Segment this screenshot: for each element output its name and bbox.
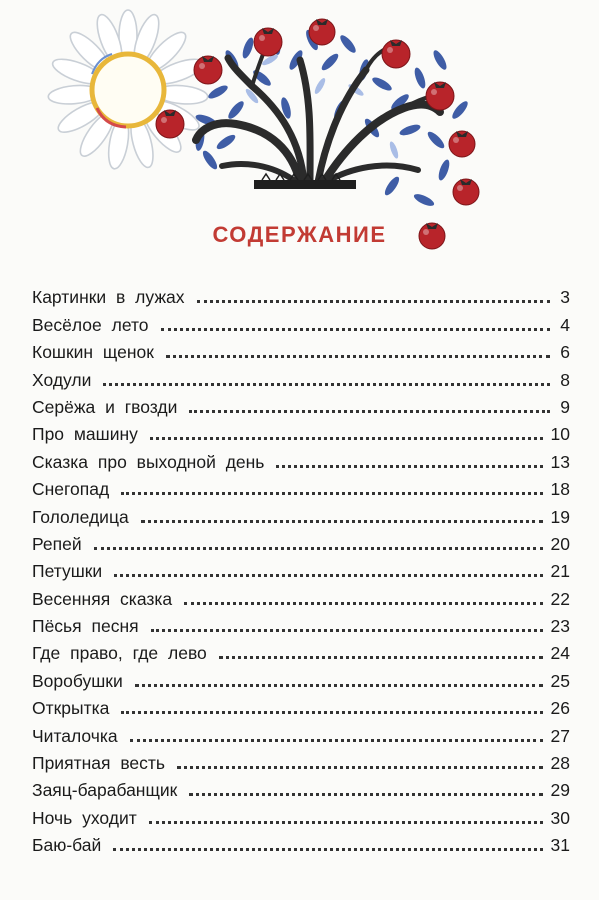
entry-title: Весенняя сказка xyxy=(32,588,173,609)
entry-page-number: 21 xyxy=(550,561,570,582)
entry-page-number: 31 xyxy=(550,835,570,856)
toc-entry xyxy=(32,718,570,745)
toc-entry xyxy=(32,554,570,581)
entry-page-number: 10 xyxy=(550,424,570,445)
entry-page-number: 27 xyxy=(550,725,570,746)
entry-title: Приятная весть xyxy=(32,753,166,774)
dot-leader xyxy=(94,547,543,550)
entry-title: Пёсья песня xyxy=(32,616,139,637)
toc-entry xyxy=(32,663,570,690)
toc-entry xyxy=(32,390,570,417)
entry-title: Серёжа и гвозди xyxy=(32,396,178,417)
toc-entry xyxy=(32,472,570,499)
toc-entry xyxy=(32,362,570,389)
dot-leader xyxy=(114,574,542,577)
dot-leader xyxy=(166,355,550,358)
entry-title: Баю-бай xyxy=(32,835,102,856)
entry-title: Гололедица xyxy=(32,506,129,527)
entry-title: Картинки в лужах xyxy=(32,287,185,308)
entry-title: Ходули xyxy=(32,369,92,390)
entry-title: Сказка про выходной день xyxy=(32,451,265,472)
entry-page-number: 20 xyxy=(550,533,570,554)
entry-page-number: 26 xyxy=(550,698,570,719)
entry-page-number: 6 xyxy=(560,342,570,363)
entry-title: Где право, где лево xyxy=(32,643,207,664)
entry-page-number: 19 xyxy=(550,506,570,527)
dot-leader xyxy=(103,383,550,386)
dot-leader xyxy=(150,437,543,440)
entry-page-number: 3 xyxy=(560,287,570,308)
toc-entry xyxy=(32,773,570,800)
dot-leader xyxy=(149,821,543,824)
entry-page-number: 25 xyxy=(550,670,570,691)
entry-title: Про машину xyxy=(32,424,138,445)
entry-title: Снегопад xyxy=(32,479,110,500)
entry-page-number: 4 xyxy=(560,314,570,335)
dot-leader xyxy=(113,848,542,851)
entry-page-number: 30 xyxy=(550,807,570,828)
toc-entry xyxy=(32,636,570,663)
toc-entry xyxy=(32,444,570,471)
toc-entry xyxy=(32,800,570,827)
entry-title: Кошкин щенок xyxy=(32,342,154,363)
entry-page-number: 8 xyxy=(560,369,570,390)
toc-entry xyxy=(32,280,570,307)
dot-leader xyxy=(276,465,542,468)
toc-entry xyxy=(32,417,570,444)
berry-tree-icon xyxy=(156,19,479,249)
entry-page-number: 29 xyxy=(550,780,570,801)
dot-leader xyxy=(121,711,542,714)
entry-title: Весёлое лето xyxy=(32,314,149,335)
dot-leader xyxy=(161,328,550,331)
toc-entry xyxy=(32,609,570,636)
entry-page-number: 22 xyxy=(550,588,570,609)
entry-title: Открытка xyxy=(32,698,110,719)
entry-title: Воробушки xyxy=(32,670,123,691)
dot-leader xyxy=(151,629,543,632)
toc-entry xyxy=(32,307,570,334)
toc-entry xyxy=(32,691,570,718)
sun-flower-icon xyxy=(48,10,209,170)
entry-page-number: 24 xyxy=(550,643,570,664)
toc-entry xyxy=(32,828,570,855)
toc-entry xyxy=(32,335,570,362)
entry-page-number: 18 xyxy=(550,479,570,500)
dot-leader xyxy=(197,300,550,303)
dot-leader xyxy=(189,793,542,796)
page-title: СОДЕРЖАНИЕ xyxy=(212,222,387,247)
dot-leader xyxy=(135,684,543,687)
entry-page-number: 13 xyxy=(550,451,570,472)
entry-title: Ночь уходит xyxy=(32,807,137,828)
entry-page-number: 23 xyxy=(550,616,570,637)
entry-page-number: 9 xyxy=(560,396,570,417)
toc-entry xyxy=(32,581,570,608)
entry-title: Читалочка xyxy=(32,725,118,746)
dot-leader xyxy=(177,766,543,769)
entry-title: Заяц-барабанщик xyxy=(32,780,178,801)
dot-leader xyxy=(184,602,542,605)
toc-entry xyxy=(32,527,570,554)
dot-leader xyxy=(141,520,543,523)
dot-leader xyxy=(130,739,543,742)
toc-entry xyxy=(32,746,570,773)
dot-leader xyxy=(121,492,542,495)
entry-page-number: 28 xyxy=(550,753,570,774)
entry-title: Петушки xyxy=(32,561,103,582)
dot-leader xyxy=(219,656,543,659)
dot-leader xyxy=(189,410,550,413)
entry-title: Репей xyxy=(32,533,82,554)
toc-entry xyxy=(32,499,570,526)
table-of-contents xyxy=(32,280,570,855)
